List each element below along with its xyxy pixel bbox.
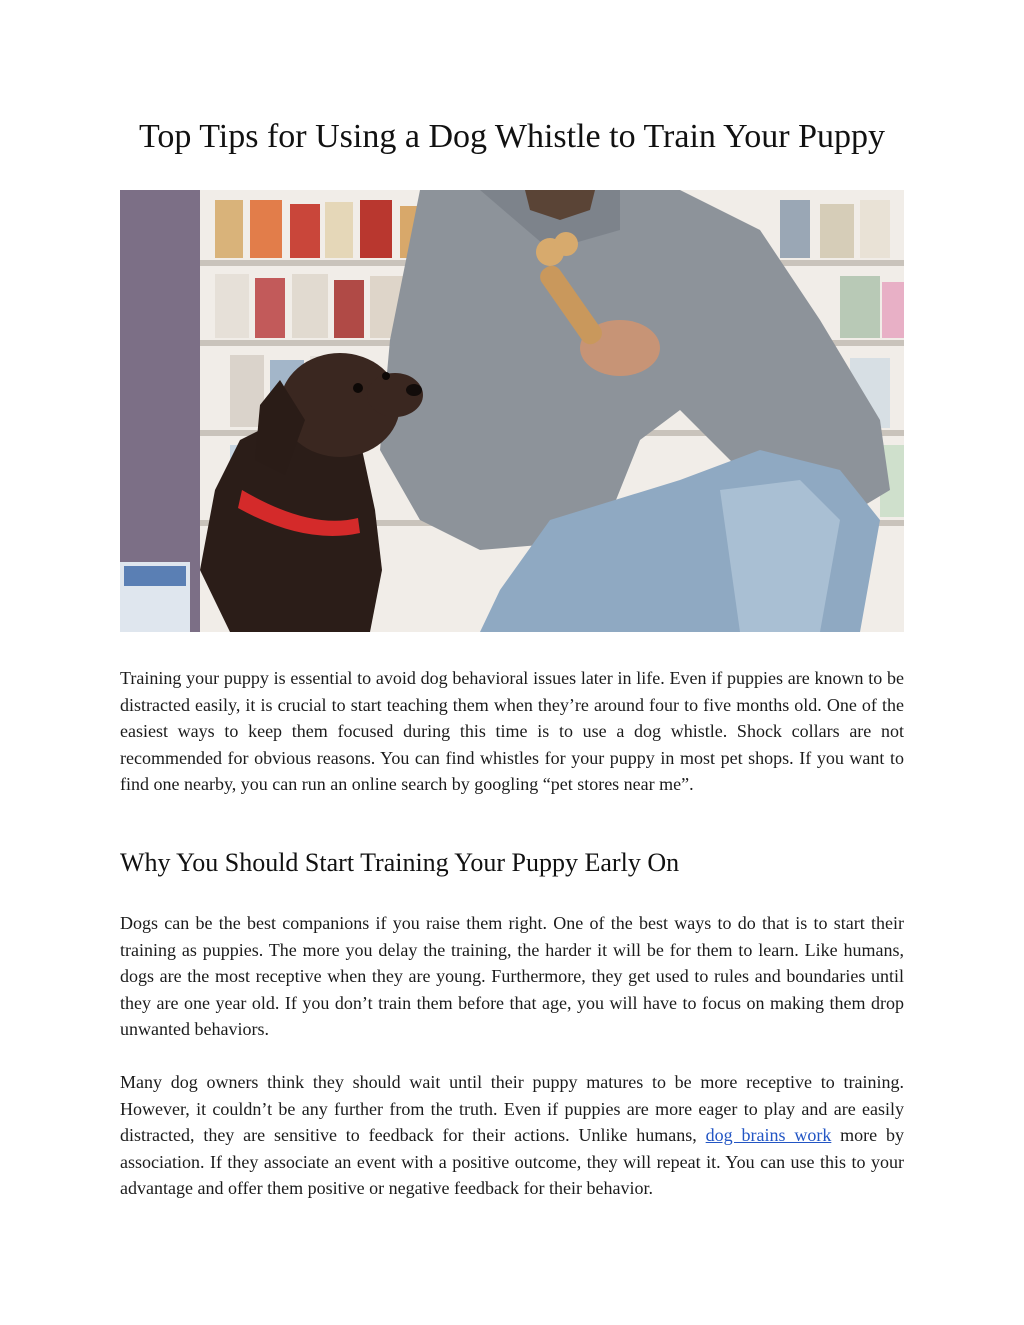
intro-paragraph: Training your puppy is essential to avoid dog behavioral issues later in life. Even if puppies are known to be distracted easily, it is crucial to start teaching them when they’re around four to five months old. One of the easiest ways to keep them focused during this time is to use a dog whistle. Shock collars are not recommended for obvious reasons. You can find whistles for your puppy in most pet shops. If you want to find one nearby, you can run an online search by googling “pet stores near me”. <box>120 668 904 795</box>
body-paragraph-1: Dogs can be the best companions if you raise them right. One of the best ways to do that is to start their training as puppies. The more you delay the training, the harder it will be for them to learn. Like humans, dogs are the most receptive when they are young. Furthermore, they get used to rules and boundaries until they are one year old. If you don’t train them before that age, you will have to focus on making them drop unwanted behaviors. <box>120 913 904 1040</box>
hero-photo <box>120 190 904 632</box>
page-title: Top Tips for Using a Dog Whistle to Train Your Puppy <box>138 118 886 155</box>
section-heading: Why You Should Start Training Your Puppy Early On <box>120 848 680 877</box>
dog-brains-work-link[interactable]: dog brains work <box>705 1125 832 1146</box>
body-text-after-link: more by association. If they associate an event with a positive outcome, they will repeat it. You can use this to your advantage and offer them positive or negative feedback for their behavior. <box>120 1125 905 1199</box>
body-text-before-link: Many dog owners think they should wait until their puppy matures to be more receptive to training. However, it couldn’t be any further from the truth. Even if puppies are more eager to play and are easily distracted, they are sensitive to feedback for their actions. Unlike humans, <box>120 1072 904 1146</box>
body-paragraph-2 <box>120 1069 904 1202</box>
